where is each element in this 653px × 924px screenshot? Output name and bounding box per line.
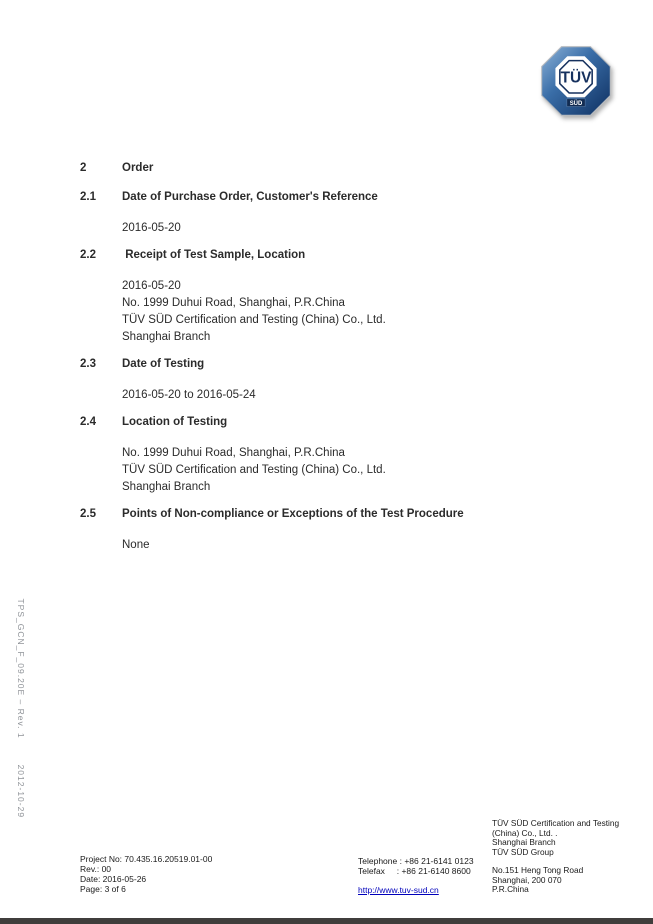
project-number: Project No: 70.435.16.20519.01-00 [80, 854, 213, 864]
company-line: (China) Co., Ltd. . [492, 827, 558, 838]
section-2 [80, 162, 540, 191]
section-number: 2.1 [80, 191, 96, 203]
section-body-line: TÜV SÜD Certification and Testing (China) Co., Ltd. [122, 464, 386, 476]
section-2-5 [80, 508, 540, 566]
report-content [80, 156, 540, 566]
section-body-line: TÜV SÜD Certification and Testing (China) Co., Ltd. [122, 314, 386, 326]
section-number: 2.3 [80, 358, 96, 370]
section-title: Receipt of Test Sample, Location [122, 249, 306, 261]
section-title: Points of Non-compliance or Exceptions of the Test Procedure [122, 508, 464, 520]
logo-sud-text: SÜD [569, 100, 583, 107]
page-bottom-band [0, 918, 653, 924]
telefax-line: Telefax : +86 21-6140 8600 [358, 866, 471, 876]
section-number: 2.4 [80, 416, 96, 428]
section-title: Order [122, 162, 154, 174]
section-number: 2 [80, 162, 87, 174]
section-body-line: Shanghai Branch [122, 331, 211, 343]
section-body-line: 2016-05-20 to 2016-05-24 [122, 389, 256, 401]
footer-contact-block [358, 856, 474, 895]
report-date: Date: 2016-05-26 [80, 874, 147, 884]
section-title: Date of Purchase Order, Customer's Reference [122, 191, 378, 203]
document-code-vertical [6, 585, 36, 819]
tuv-sud-octagon-icon [540, 46, 612, 116]
section-2-1 [80, 191, 540, 249]
section-body-line: 2016-05-20 [122, 280, 181, 292]
section-title: Date of Testing [122, 358, 205, 370]
footer-project-block [80, 854, 212, 894]
section-number: 2.2 [80, 249, 96, 261]
section-title: Location of Testing [122, 416, 228, 428]
company-line: TÜV SÜD Certification and Testing [492, 818, 620, 828]
telephone-line: Telephone : +86 21-6141 0123 [358, 856, 474, 866]
address-line: Shanghai, 200 070 [492, 874, 562, 885]
doc-revision-date: 2012-10-29 [16, 764, 26, 819]
logo-tuv-text: TÜV [560, 69, 592, 87]
section-2-4 [80, 416, 540, 508]
section-2-2 [80, 249, 540, 358]
company-line: Shanghai Branch [492, 837, 556, 848]
section-number: 2.5 [80, 508, 96, 520]
revision: Rev.: 00 [80, 864, 112, 874]
section-body-line: 2016-05-20 [122, 222, 181, 234]
section-2-3 [80, 358, 540, 416]
website-link[interactable]: http://www.tuv-sud.cn [358, 885, 439, 895]
footer-company-block [492, 819, 619, 857]
doc-code: TPS_GCN_F_09.20E – Rev. 1 [16, 598, 26, 739]
address-line: P.R.China [492, 884, 529, 895]
company-line: TÜV SÜD Group [492, 846, 554, 857]
section-body-line: No. 1999 Duhui Road, Shanghai, P.R.China [122, 297, 345, 309]
section-body-line: Shanghai Branch [122, 481, 211, 493]
section-body-line: None [122, 539, 150, 551]
page-number: Page: 3 of 6 [80, 884, 126, 894]
section-body-line: No. 1999 Duhui Road, Shanghai, P.R.China [122, 447, 345, 459]
address-line: No.151 Heng Tong Road [492, 865, 584, 875]
footer-address-block [492, 866, 583, 895]
tuv-sud-logo [540, 46, 612, 116]
